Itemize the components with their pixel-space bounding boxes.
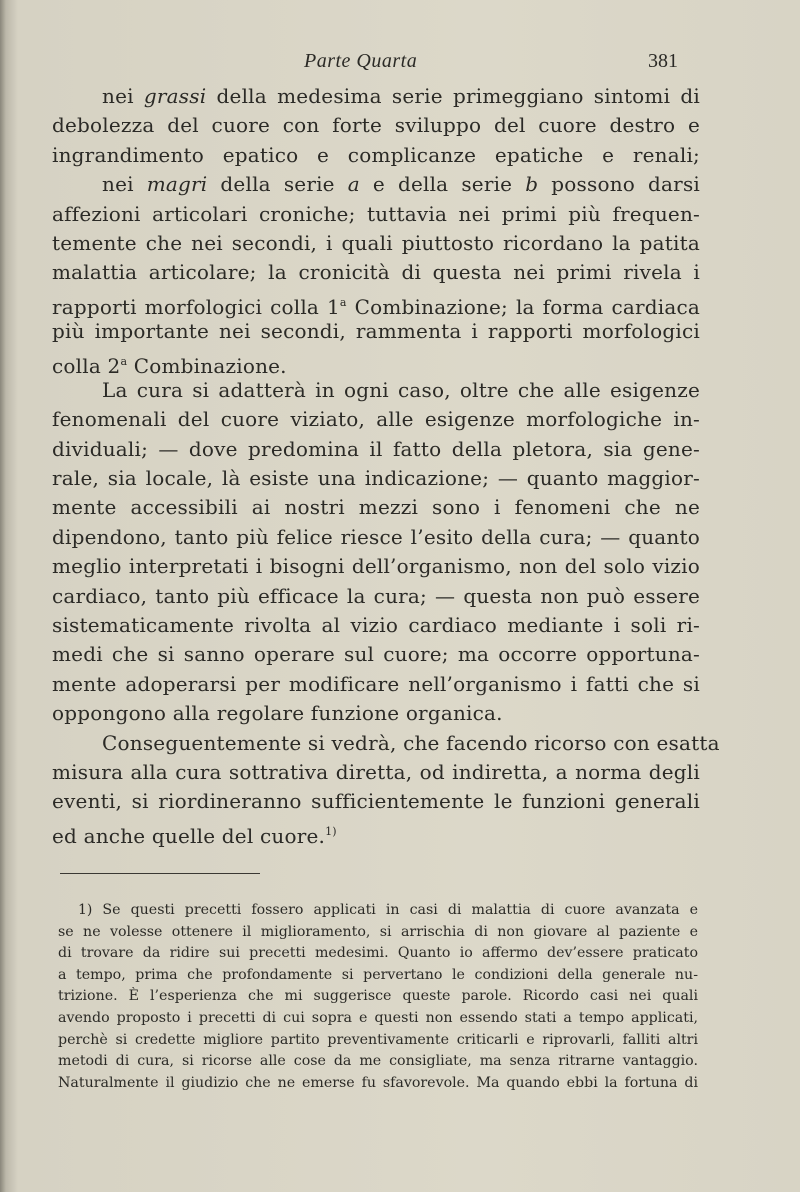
text-span: Se questi precetti fossero applicati in casi di malattia di cuore avanzata e (102, 902, 698, 918)
footnote-line: trizione. È l’esperienza che mi suggerisce queste parole. Ricordo casi nei quali (58, 988, 698, 1005)
footnote-divider (60, 873, 260, 874)
main-text (52, 82, 720, 848)
text-span: della medesima serie primeggiano sintomi di (206, 84, 700, 108)
text-line: Conseguentemente si vedrà, che facendo ricorso con esatta (102, 730, 720, 755)
running-title: Parte Quarta (304, 50, 418, 72)
text-line: dividuali; — dove predomina il fatto della pletora, sia gene- (52, 436, 700, 461)
text-line: ingrandimento epatico e complicanze epatiche e renali; (52, 142, 700, 167)
italic-word: b (525, 172, 539, 197)
text-line: La cura si adatterà in ogni caso, oltre che alle esigenze (102, 377, 700, 402)
page-number: 381 (648, 50, 678, 72)
text-line (52, 288, 700, 317)
text-line: meglio interpretati i bisogni dell’organismo, non del solo vizio (52, 554, 700, 579)
text-span: ed anche quelle del cuore. (52, 823, 326, 848)
footnote-line: metodi di cura, si ricorse alle cose da me consigliate, ma senza ritrarne vantaggio. (58, 1053, 698, 1070)
superscript: a (339, 295, 347, 309)
footnote-line (58, 900, 698, 922)
superscript: a (120, 354, 128, 368)
italic-word: grassi (143, 84, 207, 108)
text-line: sistematicamente rivolta al vizio cardiaco mediante i soli ri- (52, 613, 700, 638)
text-line (52, 82, 700, 111)
text-line: misura alla cura sottrativa diretta, od indiretta, a norma degli (52, 759, 700, 784)
text-line: dipendono, tanto più felice riesce l’esito della cura; — quanto (52, 524, 700, 549)
italic-word: a (347, 172, 360, 197)
text-line: affezioni articolari croniche; tuttavia nei primi più frequen- (52, 201, 700, 226)
text-line (52, 817, 700, 846)
footnote-line: se ne volesse ottenere il miglioramento, si arrischia di non giovare al paziente e (58, 923, 698, 940)
footnote-line: avendo proposto i precetti di cui sopra e questi non essendo stati a tempo applicati, (58, 1009, 698, 1026)
text-line: debolezza del cuore con forte sviluppo del cuore destro e (52, 113, 700, 138)
footnote-line: Naturalmente il giudizio che ne emerse fu sfavorevole. Ma quando ebbi la fortuna di (58, 1074, 698, 1091)
footnote-line: di trovare da ridire sui precetti medesimi. Quanto io affermo dev’essere praticato (58, 945, 698, 962)
text-line (52, 170, 700, 199)
text-span: Combinazione. (127, 353, 287, 378)
footnote-reference: 1) (325, 824, 337, 838)
footnote-line: perchè si credette migliore partito preventivamente criticarli e riprovarli, falliti altri (58, 1031, 698, 1048)
text-span: colla 2 (52, 353, 121, 378)
text-line (52, 347, 700, 376)
text-line: malattia articolare; la cronicità di questa nei primi rivela i (52, 260, 700, 285)
text-line: rale, sia locale, là esiste una indicazione; — quanto maggior- (52, 466, 700, 491)
italic-word: magri (146, 172, 208, 197)
text-span: nei (102, 84, 144, 108)
text-span: possono darsi (538, 172, 700, 197)
text-span: della serie (207, 172, 348, 197)
text-line: cardiaco, tanto più efficace la cura; — questa non può essere (52, 583, 700, 608)
text-line: eventi, si riordineranno sufficientemente le funzioni generali (52, 789, 700, 814)
text-span: rapporti morfologici colla 1 (52, 294, 340, 319)
text-span: e della serie (359, 172, 526, 197)
text-span: nei (102, 172, 147, 197)
text-line: oppongono alla regolare funzione organica. (52, 701, 503, 726)
footnote (58, 900, 698, 1094)
text-line: medi che si sanno operare sul cuore; ma occorre opportuna- (52, 642, 700, 667)
footnote-line: a tempo, prima che profondamente si pervertano le condizioni della generale nu- (58, 966, 698, 983)
text-line: temente che nei secondi, i quali piuttosto ricordano la patita (52, 230, 700, 255)
text-span: Combinazione; la forma cardiaca (346, 294, 700, 319)
text-line: più importante nei secondi, rammenta i rapporti morfologici (52, 319, 700, 344)
page-header (0, 48, 800, 78)
footnote-marker: 1) (78, 902, 93, 918)
text-line: mente accessibili ai nostri mezzi sono i fenomeni che ne (52, 495, 700, 520)
text-line: fenomenali del cuore viziato, alle esigenze morfologiche in- (52, 407, 700, 432)
text-line: mente adoperarsi per modificare nell’organismo i fatti che si (52, 671, 700, 696)
